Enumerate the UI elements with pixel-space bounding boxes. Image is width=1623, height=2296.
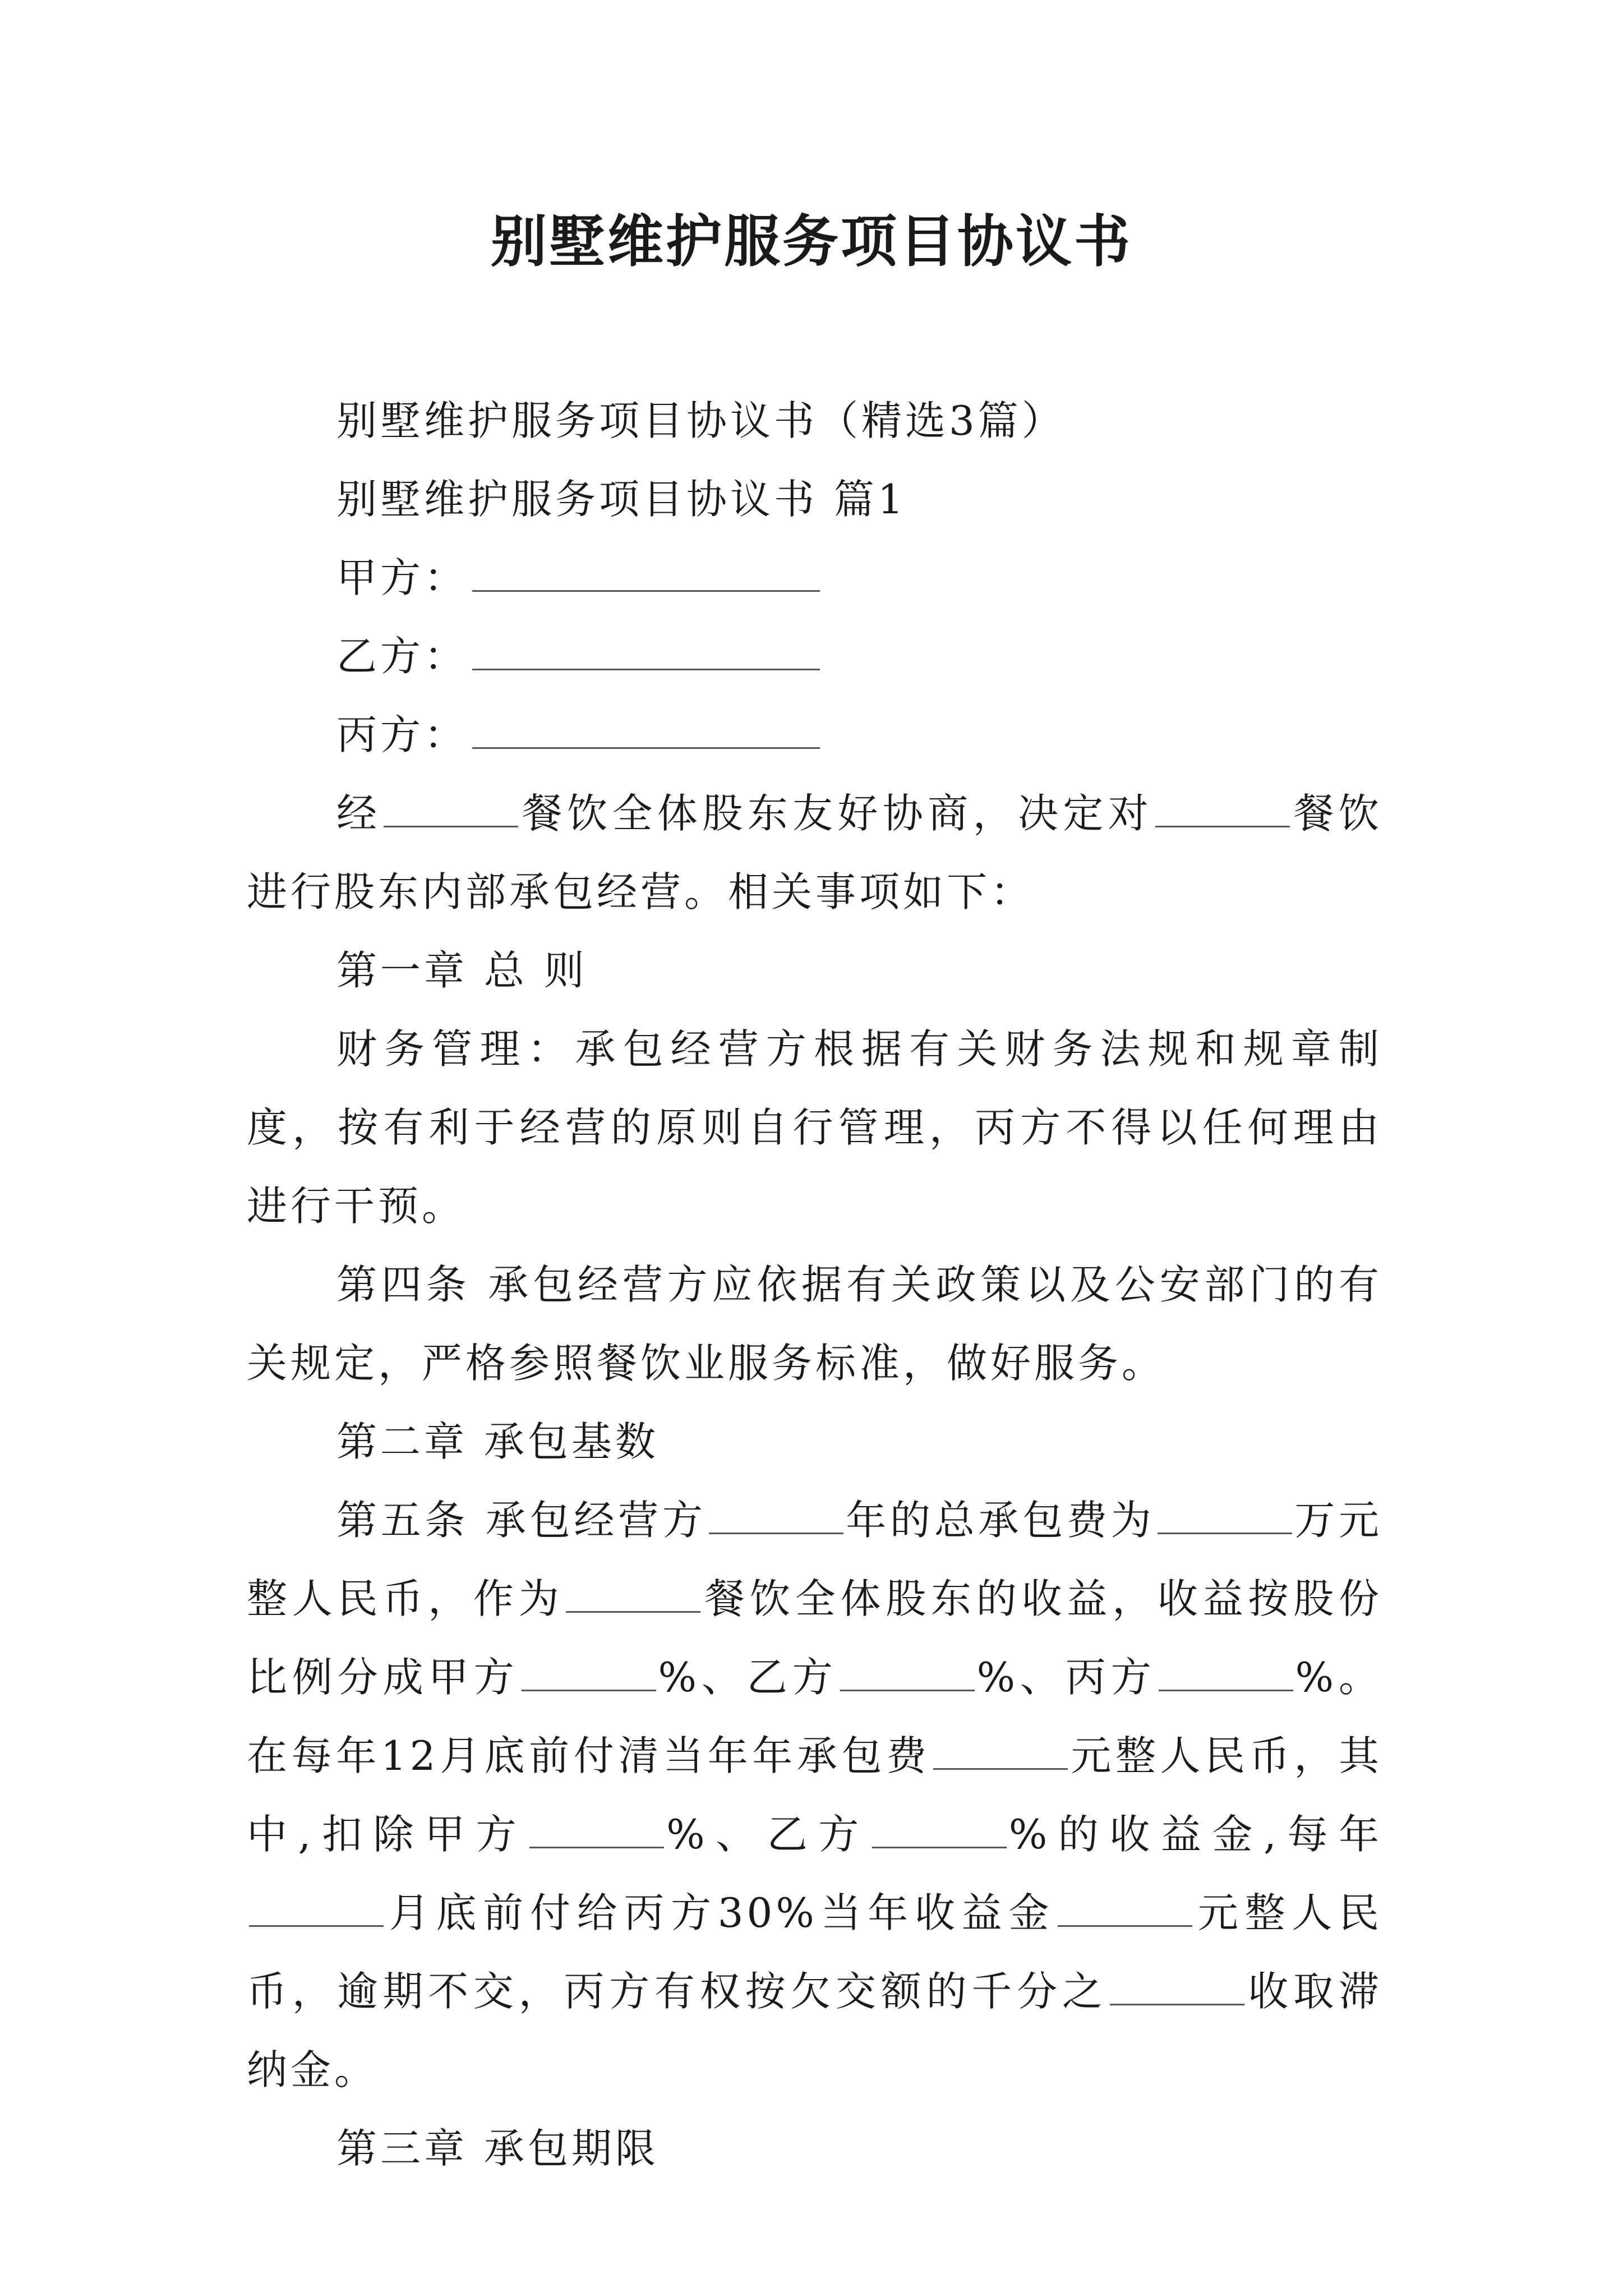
article-4-paragraph: 第四条 承包经营方应依据有关政策以及公安部门的有关规定，严格参照餐饮业服务标准，做好服务。 [247,1261,1382,1387]
document-title: 别墅维护服务项目协议书 [491,208,1132,274]
party-b-line [247,617,1382,696]
party-c-label: 丙方： [336,711,468,758]
income-blank [1058,1894,1192,1927]
party-b-deduct-blank [872,1815,1007,1848]
party-a-line [247,539,1382,617]
party-a-blank [472,559,820,592]
article-5-paragraph [247,1481,1382,2109]
party-c-line [247,696,1382,774]
article-5-text-1: 第五条 承包经营方 [336,1497,707,1544]
month-blank [249,1894,384,1927]
party-a-share-blank [522,1658,656,1691]
party-b-label: 乙方： [336,633,468,680]
party-c-share-blank [1159,1658,1293,1691]
section-heading: 别墅维护服务项目协议书 篇1 [336,476,907,523]
article-5-text-7: %。在每年12月底前付清当年年承包费 [247,1654,1382,1779]
party-a-deduct-blank [529,1815,664,1848]
years-blank [709,1501,843,1534]
subtitle: 别墅维护服务项目协议书（精选3篇） [336,397,1066,444]
article-5-text-9: %、乙方 [666,1811,870,1858]
article-5-text-3: 万元整人民币，作为 [247,1497,1382,1622]
restaurant-name-blank-2 [1155,794,1290,827]
late-fee-rate-blank [1110,1972,1244,2005]
article-5-text-8: 元整人民币，其中,扣除甲方 [247,1732,1382,1858]
party-a-label: 甲方： [336,554,468,601]
article-5-text-11: 月底前付给丙方30%当年收益金 [386,1889,1056,1936]
document-body [247,381,1382,2188]
article-5-text-10: %的收益金,每年 [1008,1811,1382,1858]
article-5-text-4: 餐饮全体股东的收益，收益按股份比例分成甲方 [247,1575,1382,1701]
party-c-blank [472,716,820,749]
restaurant-name-blank [384,794,518,827]
article-5-text-6: %、丙方 [976,1654,1156,1701]
restaurant-blank [566,1580,700,1613]
chapter-1-heading: 第一章 总 则 [336,947,588,994]
party-b-share-blank [840,1658,975,1691]
total-fee-blank [1158,1501,1292,1534]
article-5-text-5: %、乙方 [658,1654,838,1701]
article-5-text-12: 元整人民币，逾期不交，丙方有权按欠交额的千分之 [247,1889,1382,2015]
finance-paragraph: 财务管理：承包经营方根据有关财务法规和规章制度，按有利于经营的原则自行管理，丙方不得以任何理由进行干预。 [247,1025,1382,1230]
article-5-text-2: 年的总承包费为 [845,1497,1155,1544]
chapter-3-heading: 第三章 承包期限 [336,2125,659,2172]
intro-paragraph [247,774,1382,931]
intro-text-1: 经 [336,790,382,837]
chapter-2-heading: 第二章 承包基数 [336,1418,659,1465]
annual-fee-blank [933,1737,1068,1770]
party-b-blank [472,637,820,670]
intro-text-2: 餐饮全体股东友好协商，决定对 [520,790,1154,837]
article-5-text-13: 收取滞纳金。 [247,1968,1382,2093]
intro-text-3: 餐饮进行股东内部承包经营。相关事项如下： [247,790,1382,915]
